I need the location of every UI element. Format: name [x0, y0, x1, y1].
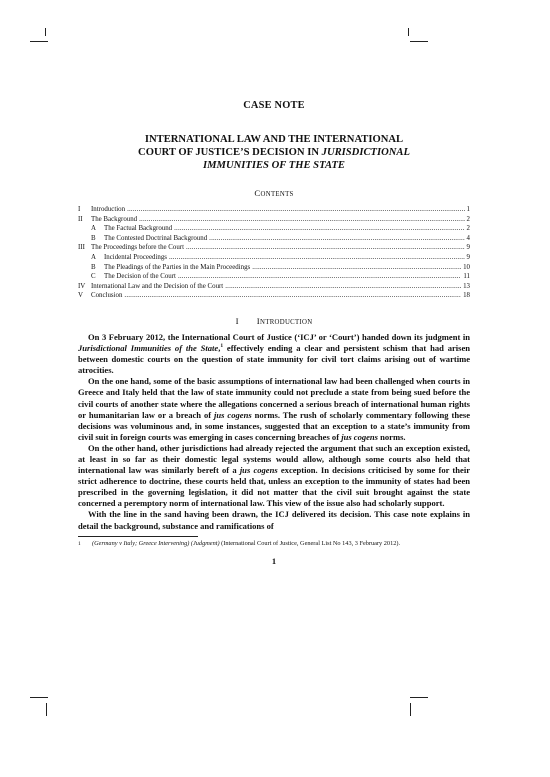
toc-entry-number: III: [78, 244, 85, 252]
toc-entry-number: C: [91, 273, 96, 281]
p2-italic-2: jus cogens: [341, 431, 379, 442]
crop-mark: [30, 41, 48, 42]
toc-entry-label: The Contested Doctrinal Background: [104, 234, 208, 242]
paragraph-4: With the line in the sand having been drawn, the ICJ delivered its decision. This case note explains in detail the background, substance and ramifications of: [78, 509, 470, 531]
crop-mark: [410, 697, 428, 698]
title-line-2-plain: COURT OF JUSTICE’S DECISION IN: [138, 147, 322, 158]
paragraph-2: [78, 376, 470, 443]
article-title: [78, 133, 470, 172]
page-content: [78, 100, 470, 566]
toc-entry-label: The Decision of the Court: [104, 273, 176, 281]
p3-text-a: On the other hand, other jurisdictions had already rejected the argument that such an exception existed, at least in so far as their domestic legal systems would allow, although some courts also held that international law was similarly bereft of a: [78, 442, 470, 476]
crop-mark: [410, 703, 411, 716]
toc-entry[interactable]: [78, 291, 470, 301]
section-title-cap: I: [256, 315, 261, 326]
toc-entry-page: 18: [463, 292, 470, 300]
contents-heading: [78, 188, 470, 198]
contents-heading-rest: ONTENTS: [260, 191, 294, 198]
p3-italic-1: jus cogens: [239, 465, 278, 476]
toc-entry[interactable]: [78, 243, 470, 253]
toc-leader-dots: [169, 253, 465, 263]
toc-leader-dots: [139, 215, 464, 225]
toc-entry[interactable]: [78, 215, 470, 225]
footnote-text: [92, 540, 470, 548]
toc-leader-dots: [124, 291, 461, 301]
toc-entry[interactable]: [78, 263, 470, 273]
toc-entry[interactable]: [78, 234, 470, 244]
case-note-label: CASE NOTE: [243, 100, 305, 111]
toc-entry-number: B: [91, 263, 96, 271]
p2-italic-1: jus cogens: [214, 409, 252, 420]
footnote-ref[interactable]: 1: [220, 343, 224, 350]
toc-entry-page: 4: [466, 234, 470, 242]
toc-leader-dots: [186, 243, 465, 253]
toc-entry-page: 9: [466, 244, 470, 252]
footnote-number: 1: [78, 540, 81, 547]
toc-leader-dots: [225, 282, 461, 292]
title-line-2-italic: JURISDICTIONAL: [321, 147, 410, 158]
toc-entry[interactable]: [78, 253, 470, 263]
toc-entry-page: 2: [466, 215, 470, 223]
contents-heading-cap: C: [254, 188, 261, 198]
toc-entry-label: The Background: [91, 215, 138, 223]
footnote-divider: [78, 536, 198, 537]
toc-entry[interactable]: [78, 224, 470, 234]
p1-text-b: effectively ending a clear and persistent schism that had arisen between domestic courts on the question of state immunity for civil tort claims arising out of wartime atrocities.: [78, 343, 471, 376]
toc-leader-dots: [127, 205, 464, 215]
toc-entry-number: II: [78, 215, 83, 223]
crop-mark: [410, 41, 428, 42]
toc-entry-label: Incidental Proceedings: [104, 253, 167, 261]
table-of-contents: [78, 205, 470, 301]
footnote: [78, 540, 470, 548]
section-number: I: [235, 315, 239, 326]
paragraph-1: On 3 February 2012, the International Court of Justice (‘ICJ’ or ‘Court’) handed down its judgment in Jurisdictional Immunities of the State,$^1$ effectively ending a clear and persistent schism that had arisen between domestic courts on the question of state immunity for civil tort claims arising out of wartime atrocities.: [78, 331, 471, 376]
page-number: 1: [271, 555, 277, 566]
p3-text-b: exception. In decisions criticised by some for their strict adherence to doctrine, these courts held that, unless an exception to the immunity of states had been prescribed in the governing legislation, it did not matter that the civil suit brought against the state concerned a peremptory norm of international law. This view of the issue also had scholarly support.: [78, 465, 470, 509]
toc-entry-page: 9: [466, 253, 470, 261]
toc-leader-dots: [252, 263, 461, 273]
toc-entry-label: Conclusion: [91, 292, 123, 300]
toc-leader-dots: [209, 234, 464, 244]
toc-entry-number: IV: [78, 282, 86, 290]
crop-mark: [30, 697, 48, 698]
crop-mark: [408, 28, 409, 36]
p2-text-b: norms. The rush of scholarly commentary following these decisions was voluminous and, in some instances, suggested that an exception to a state’s immunity from civil suit in foreign courts was emerging in cases concerning breaches of: [78, 409, 470, 442]
toc-entry-label: The Proceedings before the Court: [91, 244, 184, 252]
toc-entry-number: B: [91, 234, 96, 242]
toc-entry-label: The Factual Background: [104, 225, 173, 233]
toc-entry-page: 10: [463, 263, 470, 271]
toc-leader-dots: [178, 272, 461, 282]
toc-entry[interactable]: [78, 205, 470, 215]
p2-text-c: norms.: [378, 431, 406, 442]
toc-entry-page: 13: [463, 282, 470, 290]
toc-entry-number: I: [78, 206, 81, 213]
toc-entry[interactable]: [78, 272, 470, 282]
title-line-2: [78, 146, 470, 159]
title-line-1: INTERNATIONAL LAW AND THE INTERNATIONAL: [144, 134, 404, 145]
toc-entry-number: A: [91, 253, 96, 261]
paragraph-3: [78, 443, 470, 510]
section-title-rest: NTRODUCTION: [260, 318, 313, 326]
toc-entry[interactable]: [78, 282, 470, 292]
toc-entry-label: International Law and the Decision of the Court: [91, 282, 224, 290]
toc-leader-dots: [174, 224, 464, 234]
crop-mark: [46, 703, 47, 716]
toc-entry-label: The Pleadings of the Parties in the Main Proceedings: [104, 263, 251, 271]
toc-entry-page: 11: [463, 273, 470, 281]
toc-entry-label: Introduction: [91, 206, 126, 213]
footnote-italic: (Germany v Italy; Greece Intervening) (Judgment): [92, 539, 220, 547]
section-heading: [78, 316, 470, 326]
footnote-rest: (International Court of Justice, General List No 143, 3 February 2012).: [219, 539, 401, 547]
crop-mark: [45, 28, 46, 36]
p1-text-a: On 3 February 2012, the International Court of Justice (‘ICJ’ or ‘Court’) handed down its judgment in: [88, 331, 470, 342]
toc-entry-page: 2: [466, 225, 470, 233]
toc-entry-number: V: [78, 292, 83, 300]
p2-text-a: On the one hand, some of the basic assumptions of international law had been challenged when courts in Greece and Italy held that the law of state immunity could not preclude a state from being sued before the civil courts of another state where the allegations concerned a serious breach of international human rights or humanitarian law or a breach of: [78, 376, 470, 420]
title-line-3: IMMUNITIES OF THE STATE: [203, 160, 345, 171]
toc-entry-page: 1: [466, 206, 470, 213]
p1-case-name: Jurisdictional Immunities of the State: [78, 343, 219, 354]
toc-entry-number: A: [91, 225, 96, 233]
